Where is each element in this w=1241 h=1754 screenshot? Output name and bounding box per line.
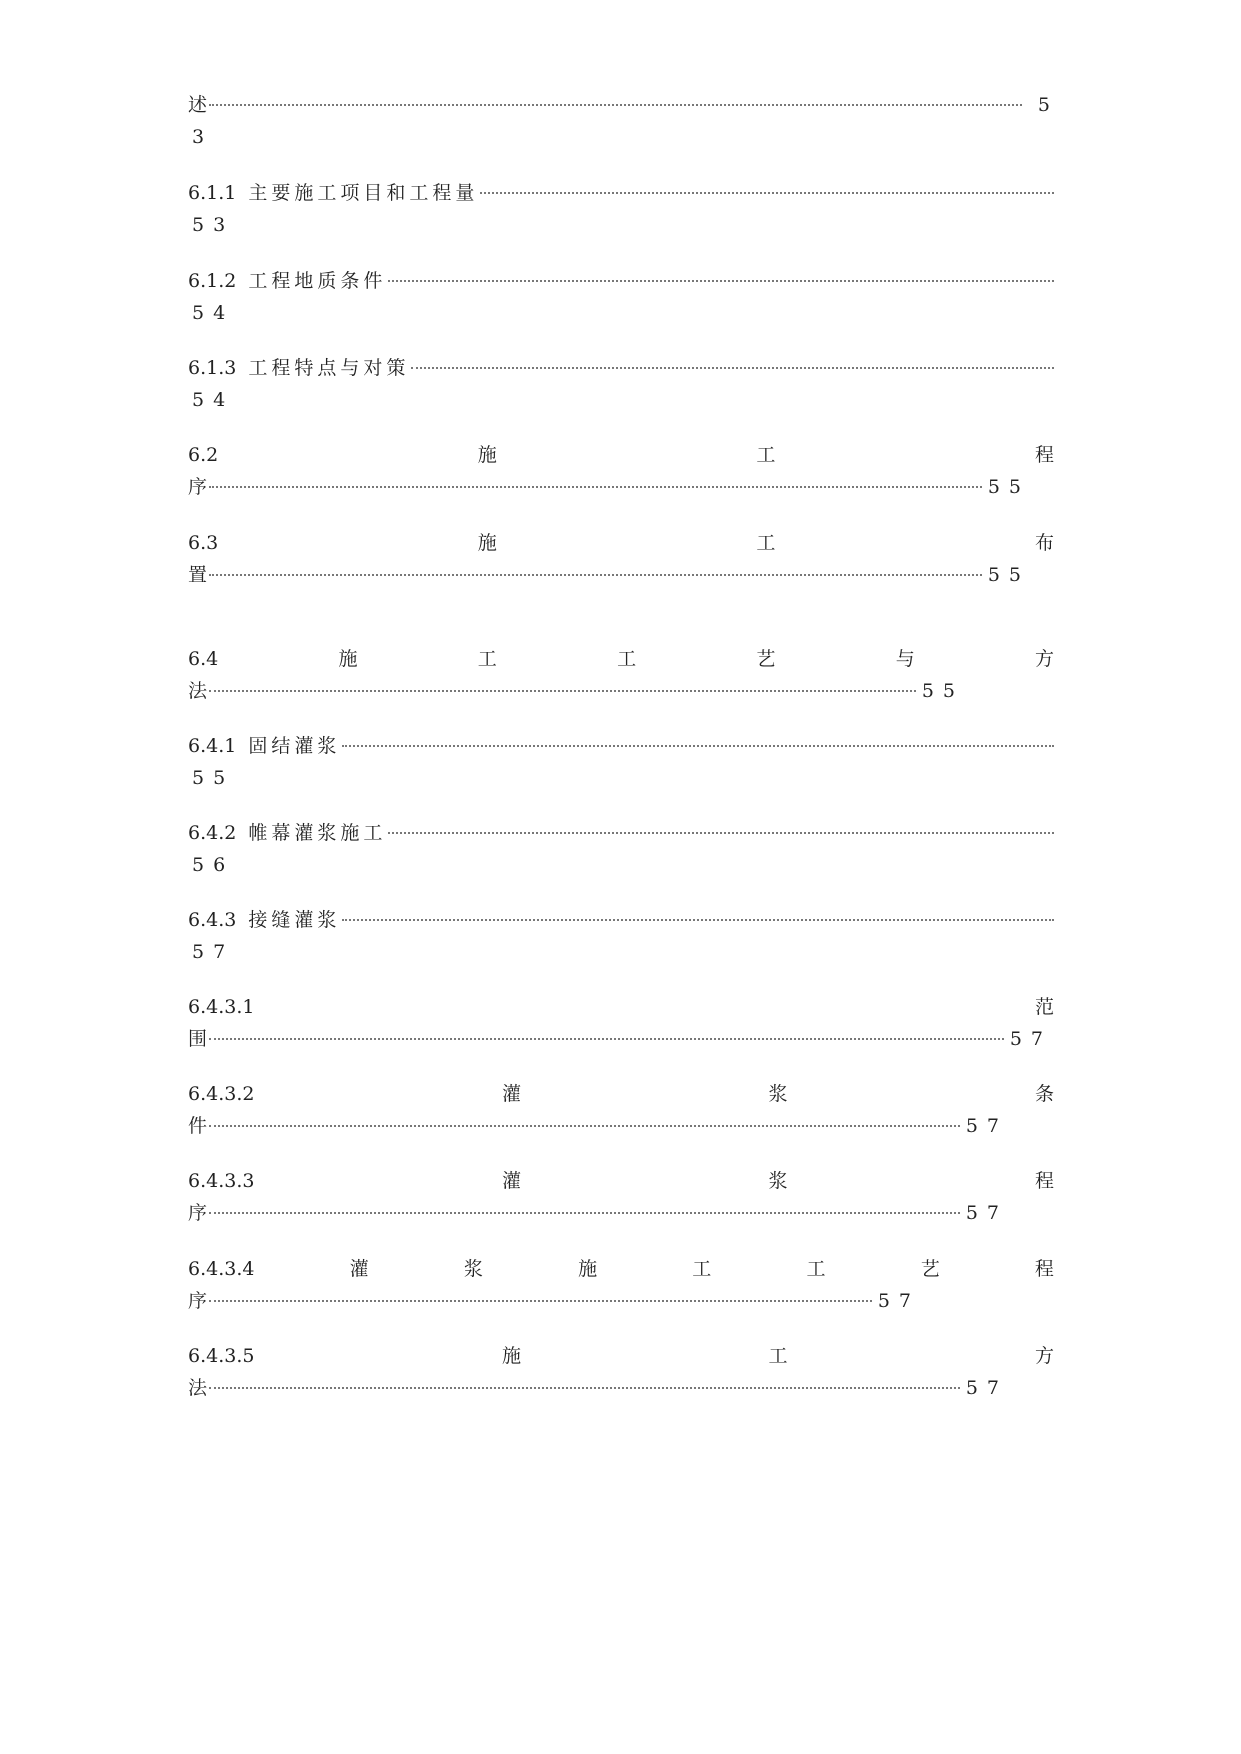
- toc-section-number: 6.4.2: [188, 822, 237, 844]
- toc-line-first: [188, 992, 1054, 1022]
- toc-line-second: [188, 1373, 1008, 1403]
- toc-line-first: [188, 178, 1054, 208]
- toc-line-second: [188, 385, 234, 415]
- toc-title-char: 浆: [768, 1083, 788, 1105]
- leader-dots: [209, 485, 982, 488]
- toc-line-first: [188, 90, 1054, 120]
- toc-section-number: 6.4.1: [188, 735, 237, 757]
- toc-page-number: 56: [192, 854, 235, 876]
- toc-title-tail: 围: [188, 1028, 208, 1050]
- toc-line-second: [188, 850, 234, 880]
- toc-section-number: 6.4.3: [188, 909, 237, 931]
- toc-title-char: 工: [477, 648, 497, 670]
- leader-dots: [209, 1299, 872, 1302]
- toc-entry-6-4-1[interactable]: [188, 731, 1054, 793]
- toc-entry-6-4-3-4[interactable]: [188, 1254, 1054, 1316]
- toc-title-tail: 序: [188, 1290, 208, 1312]
- toc-title-char: 灌: [349, 1258, 369, 1280]
- toc-line-first: [188, 1254, 1054, 1284]
- leader-dots: [209, 1211, 960, 1214]
- toc-page-number: 54: [192, 302, 235, 324]
- leader-dots: [209, 103, 1022, 106]
- toc-title-tail: 件: [188, 1115, 208, 1137]
- toc-section-title: 工程地质条件: [248, 270, 387, 292]
- toc-section-number: 6.1.1: [188, 182, 237, 204]
- toc-section-title: 固结灌浆: [248, 735, 341, 757]
- toc-title-char: 方: [1034, 1345, 1054, 1367]
- toc-line-second: [188, 1198, 1008, 1228]
- leader-dots: [209, 573, 982, 576]
- toc-entry-6-1-1[interactable]: [188, 178, 1054, 240]
- toc-title-char: 条: [1034, 1083, 1054, 1105]
- leader-dots: [209, 1386, 960, 1389]
- toc-line-second: [188, 472, 1030, 502]
- toc-line-second: [188, 763, 234, 793]
- toc-section-number: 6.4.3.1: [188, 996, 255, 1018]
- toc-entry-6-1-3[interactable]: [188, 353, 1054, 415]
- toc-section-number: 6.4.3.5: [188, 1345, 255, 1367]
- toc-line-first: [188, 818, 1054, 848]
- toc-line-first: [188, 440, 1054, 470]
- toc-line-second: [188, 1024, 1052, 1054]
- toc-title-tail: 序: [188, 1202, 208, 1224]
- toc-title-char: 工: [768, 1345, 788, 1367]
- toc-title-char: 布: [1034, 532, 1054, 554]
- toc-line-second: [188, 560, 1030, 590]
- toc-title-char: 程: [1034, 1258, 1054, 1280]
- toc-line-first: [188, 1166, 1054, 1196]
- toc-section-title: 接缝灌浆: [248, 909, 341, 931]
- toc-title-char: 浆: [768, 1170, 788, 1192]
- toc-section-number: 6.1.3: [188, 357, 237, 379]
- toc-title-tail: 法: [188, 1377, 208, 1399]
- toc-title-char: 程: [1034, 1170, 1054, 1192]
- toc-page-number: 57: [965, 1115, 1008, 1137]
- toc-title-tail: 置: [188, 564, 208, 586]
- leader-dots: [480, 191, 1054, 194]
- toc-section-number: 6.4: [188, 648, 219, 670]
- toc-page-number: 55: [987, 564, 1030, 586]
- leader-dots: [411, 366, 1054, 369]
- toc-section-number: 6.2: [188, 444, 219, 466]
- toc-entry-6-1-2[interactable]: [188, 266, 1054, 328]
- toc-entry-6-2[interactable]: [188, 440, 1054, 502]
- toc-entry-6-4-3[interactable]: [188, 905, 1054, 967]
- toc-title-char: 工: [617, 648, 637, 670]
- toc-title-tail: 序: [188, 476, 208, 498]
- toc-section-number: 6.4.3.4: [188, 1258, 255, 1280]
- toc-title-char: 施: [578, 1258, 598, 1280]
- toc-title-char: 与: [895, 648, 915, 670]
- toc-page-number-part: 3: [192, 126, 214, 148]
- toc-line-second: [188, 1111, 1008, 1141]
- toc-line-first: [188, 644, 1054, 674]
- toc-page-number: 57: [965, 1377, 1008, 1399]
- leader-dots: [209, 689, 916, 692]
- toc-section-title: 工程特点与对策: [248, 357, 410, 379]
- toc-title-char: 施: [338, 648, 358, 670]
- toc-title-char: 灌: [501, 1170, 521, 1192]
- toc-page-number: 57: [877, 1290, 920, 1312]
- toc-line-second: [188, 122, 213, 152]
- toc-page-number: 53: [192, 214, 235, 236]
- toc-title-char: 施: [477, 444, 497, 466]
- toc-title-char: 灌: [501, 1083, 521, 1105]
- toc-page-number: 55: [987, 476, 1030, 498]
- toc-title-char: 程: [1034, 444, 1054, 466]
- toc-line-first: [188, 1341, 1054, 1371]
- toc-page-number: 57: [1009, 1028, 1052, 1050]
- toc-entry-overview[interactable]: [188, 90, 1054, 152]
- toc-entry-lead-char: 述: [188, 94, 208, 116]
- toc-title-char: 施: [501, 1345, 521, 1367]
- toc-section-title: 帷幕灌浆施工: [248, 822, 387, 844]
- toc-section-number: 6.3: [188, 532, 219, 554]
- toc-entry-6-4-3-3[interactable]: [188, 1166, 1054, 1228]
- toc-title-char: 方: [1034, 648, 1054, 670]
- toc-line-first: [188, 1079, 1054, 1109]
- toc-entry-6-4-3-1[interactable]: [188, 992, 1054, 1054]
- leader-dots: [209, 1124, 960, 1127]
- leader-dots: [342, 744, 1054, 747]
- toc-line-second: [188, 1286, 920, 1316]
- leader-dots: [388, 831, 1054, 834]
- toc-line-second: [188, 298, 234, 328]
- toc-line-first: [188, 528, 1054, 558]
- toc-section-title: 主要施工项目和工程量: [248, 182, 479, 204]
- toc-line-first: [188, 266, 1054, 296]
- toc-section-number: 6.4.3.3: [188, 1170, 255, 1192]
- toc-title-char: 范: [1034, 996, 1054, 1018]
- toc-entry-6-4-3-5[interactable]: [188, 1341, 1054, 1403]
- toc-entry-6-3[interactable]: [188, 528, 1054, 590]
- toc-line-second: [188, 210, 234, 240]
- toc-page-number-part: 5: [1037, 94, 1050, 116]
- toc-title-char: 工: [806, 1258, 826, 1280]
- toc-entry-6-4-2[interactable]: [188, 818, 1054, 880]
- toc-title-tail: 法: [188, 680, 208, 702]
- toc-line-first: [188, 905, 1054, 935]
- toc-page-number: 54: [192, 389, 235, 411]
- toc-title-char: 艺: [920, 1258, 940, 1280]
- leader-dots: [388, 279, 1054, 282]
- toc-section-number: 6.4.3.2: [188, 1083, 255, 1105]
- toc-page-number: 55: [921, 680, 964, 702]
- toc-title-char: 工: [756, 532, 776, 554]
- toc-entry-6-4-3-2[interactable]: [188, 1079, 1054, 1141]
- toc-section-number: 6.1.2: [188, 270, 237, 292]
- toc-page-number: 57: [965, 1202, 1008, 1224]
- toc-title-char: 工: [692, 1258, 712, 1280]
- leader-dots: [209, 1037, 1004, 1040]
- toc-line-first: [188, 353, 1054, 383]
- toc-title-char: 艺: [756, 648, 776, 670]
- toc-title-char: 施: [477, 532, 497, 554]
- toc-entry-6-4[interactable]: [188, 644, 1054, 706]
- toc-title-char: 浆: [463, 1258, 483, 1280]
- toc-line-second: [188, 676, 964, 706]
- toc-title-char: 工: [756, 444, 776, 466]
- toc-page-number: 55: [192, 767, 235, 789]
- toc-page-number: 57: [192, 941, 235, 963]
- toc-line-second: [188, 937, 234, 967]
- leader-dots: [342, 918, 1054, 921]
- toc-line-first: [188, 731, 1054, 761]
